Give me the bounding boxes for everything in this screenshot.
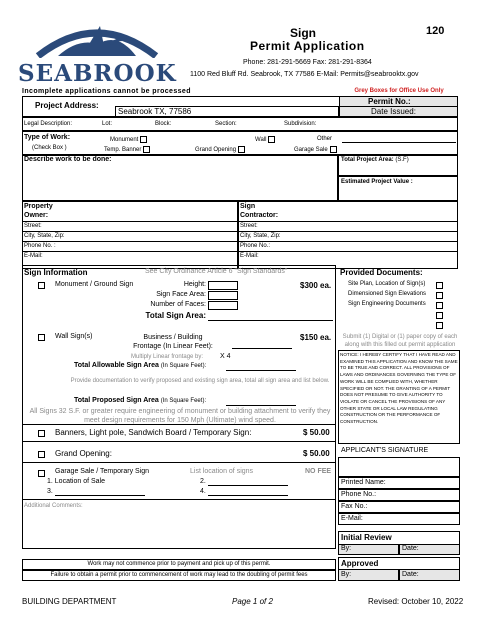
wall-signs-label: Wall Sign(s) <box>55 333 93 340</box>
section-label: Section: <box>215 121 237 127</box>
lot-label: Lot: <box>102 121 113 127</box>
initial-by-label: By: <box>341 545 352 552</box>
other-option[interactable]: Other <box>317 136 333 142</box>
total-allowable-line[interactable] <box>226 370 296 371</box>
provided-docs-heading: Provided Documents: <box>340 268 423 277</box>
total-allowable-label: Total Allowable Sign Area (In Square Feet): <box>74 362 207 369</box>
other-input-line[interactable] <box>342 142 456 143</box>
grand-opening-label: Grand Opening: <box>55 449 112 458</box>
contact-address: 1100 Red Bluff Rd. Seabrook, TX 77586 E-Mail: Permits@seabrooktx.gov <box>190 71 419 78</box>
certification-text: NOTICE: I HEREBY CERTIFY THAT I HAVE READ AND EXAMINED THIS APPLICATION AND KNOW THE SAME TO BE TRUE AND CORRECT. ALL PROVISIONS OF LAWS AND ORDINANCES GOVERNING THE TYPE OF WORK WILL BE COMPLIED WITH, WHETHER SPECIFIED OR NOT. THE GRANTING OF A PERMIT DOES NOT PRESUME TO GIVE AUTHORITY TO VIOLATE OR CANCEL THE PROVISIONS OF ANY OTHER STATE OR LOCAL LAW REGULATING CONSTRUCTION OR THE PERFORMANCE OF CONSTRUCTION. <box>340 352 458 425</box>
contractor-phone[interactable]: Phone No.: <box>240 243 271 249</box>
list-location-label: List location of signs <box>190 468 254 475</box>
additional-comments-label[interactable]: Additional Comments: <box>24 503 83 509</box>
email-label: E-Mail: <box>341 515 363 522</box>
banners-checkbox[interactable] <box>38 430 45 437</box>
approved-by-label: By: <box>341 571 352 578</box>
grand-opening-option[interactable]: Grand Opening <box>195 146 247 153</box>
approved-label: Approved <box>341 559 379 568</box>
form-number: 120 <box>426 25 445 37</box>
dimensioned-item: Dimensioned Sign Elevations <box>348 291 427 297</box>
fax-label: Fax No.: <box>341 503 368 510</box>
owner-street[interactable]: Street: <box>24 223 42 229</box>
monument-option[interactable]: Monument <box>110 136 149 143</box>
location-1[interactable]: 1. Location of Sale <box>47 478 105 485</box>
total-area-label: Total Project Area: (S.F) <box>341 157 409 163</box>
page-title: Sign <box>290 26 316 40</box>
permit-no-label: Permit No.: <box>368 97 411 106</box>
office-use-notice: Grey Boxes for Office Use Only <box>354 88 444 94</box>
owner-email[interactable]: E-Mail: <box>24 253 43 259</box>
total-sign-area-line[interactable] <box>208 320 333 321</box>
contractor-street[interactable]: Street: <box>240 223 258 229</box>
all-signs-note: All Signs 32 S.F. or greater require engineering of monument or building attachment to verify they meet design requirements for 150 Mph (Ultimate) wind speed. <box>29 408 331 424</box>
estimated-value-label: Estimated Project Value : <box>341 179 413 185</box>
incomplete-notice: Incomplete applications cannot be processed <box>22 88 191 95</box>
monument-sign-checkbox[interactable] <box>38 282 45 289</box>
footer-department: BUILDING DEPARTMENT <box>22 597 117 606</box>
provide-doc-note: Provide documentation to verify proposed and existing sign area, total all sign area and list below. <box>70 378 330 384</box>
applicant-signature-label: APPLICANT'S SIGNATURE <box>341 447 429 454</box>
price-50a: $ 50.00 <box>303 428 330 437</box>
location-4[interactable]: 4. <box>200 488 206 495</box>
grand-opening-checkbox[interactable] <box>238 146 245 153</box>
describe-label: Describe work to be done: <box>24 156 112 163</box>
price-300: $300 ea. <box>300 281 332 290</box>
multiply-label: Multiply Linear frontage by: <box>131 354 204 360</box>
number-of-faces-label: Number of Faces: <box>150 301 206 308</box>
dimensioned-checkbox[interactable] <box>436 292 443 299</box>
see-city-ordinance: See City Ordinance Article 6 "Sign Standards" <box>145 268 288 275</box>
garage-sale-sign-checkbox[interactable] <box>38 470 45 477</box>
temp-banner-checkbox[interactable] <box>143 146 150 153</box>
height-label: Height: <box>183 281 206 288</box>
extra-doc-checkbox-1[interactable] <box>436 312 443 319</box>
logo-text: SEABROOK <box>18 60 177 87</box>
owner-phone[interactable]: Phone No. : <box>24 243 56 249</box>
frontage-line[interactable] <box>232 348 292 349</box>
grand-opening-sign-checkbox[interactable] <box>38 451 45 458</box>
site-plan-item: Site Plan, Location of Sign(s) <box>348 281 426 287</box>
date-issued-label: Date Issued: <box>371 107 416 116</box>
project-address-label: Project Address: <box>35 101 99 110</box>
footer-page: Page 1 of 2 <box>232 597 273 606</box>
business-building-label: Business / Building Frontage (In Linear Feet): <box>133 334 213 350</box>
sign-info-heading: Sign Information <box>24 268 88 277</box>
logo-emblem-icon <box>18 18 176 58</box>
sign-face-area-input[interactable] <box>208 291 238 300</box>
subdivision-label: Subdivision: <box>284 121 317 127</box>
location-2[interactable]: 2. <box>200 478 206 485</box>
x4-label: X 4 <box>220 353 231 360</box>
contractor-email[interactable]: E-Mail: <box>240 253 259 259</box>
height-input[interactable] <box>208 281 238 290</box>
monument-checkbox[interactable] <box>140 136 147 143</box>
note-2: Failure to obtain a permit prior to commencement of work may lead to the doubling of permit fees <box>50 572 308 578</box>
owner-city[interactable]: City, State, Zip: <box>24 233 65 239</box>
no-fee-label: NO FEE <box>305 468 332 475</box>
total-proposed-line[interactable] <box>226 405 296 406</box>
wall-sign-checkbox[interactable] <box>38 334 45 341</box>
phone-label: Phone No.: <box>341 491 377 498</box>
garage-sale-label: Garage Sale / Temporary Sign <box>55 468 150 475</box>
engineering-checkbox[interactable] <box>436 302 443 309</box>
check-box-hint: (Check Box ) <box>32 145 67 151</box>
number-of-faces-input[interactable] <box>208 301 238 310</box>
site-plan-checkbox[interactable] <box>436 282 443 289</box>
garage-sale-checkbox[interactable] <box>330 146 337 153</box>
block-label: Block: <box>155 121 172 127</box>
garage-sale-option[interactable]: Garage Sale <box>294 146 339 153</box>
location-3[interactable]: 3. <box>47 488 53 495</box>
owner-label: Property Owner: <box>24 203 53 219</box>
footer-revised: Revised: October 10, 2022 <box>368 597 464 606</box>
engineering-item: Sign Engineering Documents <box>348 301 426 307</box>
initial-review-label: Initial Review <box>341 533 392 542</box>
banners-label: Banners, Light pole, Sandwich Board / Temporary Sign: <box>55 428 252 437</box>
contractor-label: Sign Contractor: <box>240 203 279 219</box>
sign-face-area-label: Sign Face Area: <box>156 291 206 298</box>
contact-phone: Phone: 281-291-5669 Fax: 281-291-8364 <box>243 59 372 66</box>
price-50b: $ 50.00 <box>303 449 330 458</box>
monument-ground-label: Monument / Ground Sign <box>55 281 134 288</box>
approved-date-label: Date: <box>402 571 419 578</box>
legal-label: Legal Description: <box>24 121 73 127</box>
signature-field[interactable] <box>338 457 460 477</box>
total-sign-area-label: Total Sign Area: <box>145 311 206 320</box>
initial-date-label: Date: <box>402 545 419 552</box>
contractor-city[interactable]: City, State, Zip: <box>240 233 281 239</box>
submit-note: Submit (1) Digital or (1) paper copy of each along with this filled out permit application <box>342 334 458 348</box>
type-of-work-label: Type of Work: <box>24 134 71 141</box>
price-150: $150 ea. <box>300 333 332 342</box>
total-proposed-label: Total Proposed Sign Area (In Square Feet): <box>74 397 207 404</box>
seabrook-logo <box>18 18 177 87</box>
legal-row <box>22 117 458 131</box>
wall-option[interactable]: Wall <box>255 136 277 143</box>
note-1: Work may not commence prior to payment and pick up of this permit. <box>87 561 271 567</box>
wall-checkbox[interactable] <box>268 136 275 143</box>
temp-banner-option[interactable]: Temp. Banner <box>104 146 152 153</box>
page-subtitle: Permit Application <box>250 39 365 53</box>
extra-doc-checkbox-2[interactable] <box>436 322 443 329</box>
project-address-value: Seabrook TX, 77586 <box>118 107 192 116</box>
printed-name-label: Printed Name: <box>341 479 386 486</box>
